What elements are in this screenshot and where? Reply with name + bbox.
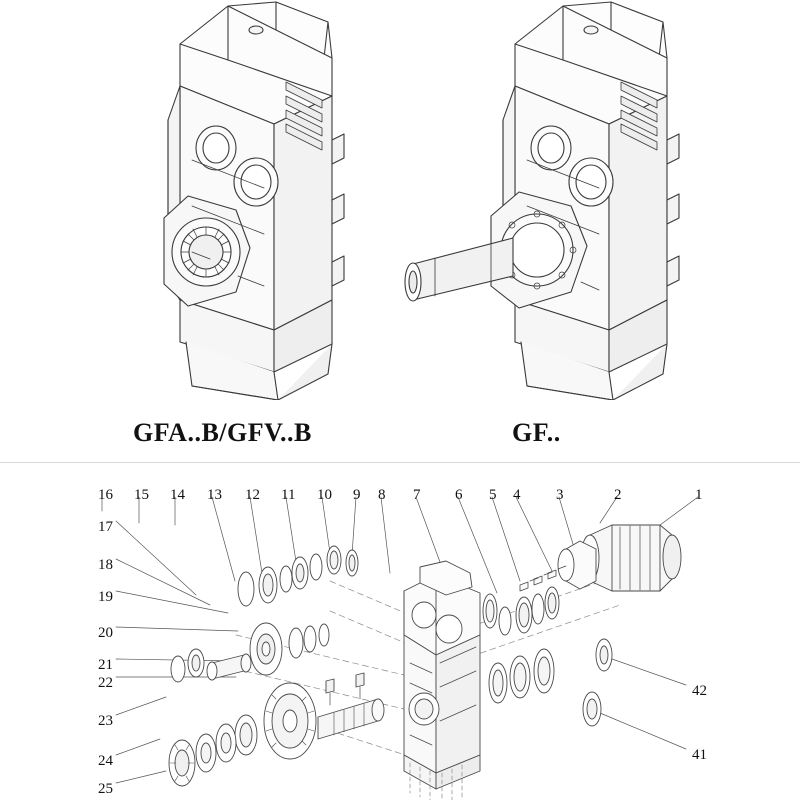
callout-23: 23 (98, 713, 113, 729)
callout-9: 9 (353, 487, 361, 503)
callout-8: 8 (378, 487, 386, 503)
callout-16: 16 (98, 487, 113, 503)
caption-right: GF.. (512, 418, 561, 447)
gearbox-outline-left-svg (60, 0, 420, 400)
gearbox-view-right (395, 0, 755, 462)
callout-7: 7 (413, 487, 421, 503)
callout-2: 2 (614, 487, 622, 503)
callout-13: 13 (207, 487, 222, 503)
callout-10: 10 (317, 487, 332, 503)
callout-12: 12 (245, 487, 260, 503)
callout-6: 6 (455, 487, 463, 503)
callout-17: 17 (98, 519, 113, 535)
callout-3: 3 (556, 487, 564, 503)
callout-21: 21 (98, 657, 113, 673)
callout-11: 11 (281, 487, 296, 503)
callout-15: 15 (134, 487, 149, 503)
callout-14: 14 (170, 487, 185, 503)
callout-42: 42 (692, 683, 707, 699)
caption-left: GFA..B/GFV..B (133, 418, 312, 447)
callout-18: 18 (98, 557, 113, 573)
callout-19: 19 (98, 589, 113, 605)
gearbox-view-left (60, 0, 420, 462)
exploded-view-section (0, 463, 800, 800)
gearbox-outline-right-svg (395, 0, 755, 400)
callout-22: 22 (98, 675, 113, 691)
callout-24: 24 (98, 753, 113, 769)
callout-25: 25 (98, 781, 113, 797)
callout-41: 41 (692, 747, 707, 763)
callout-1: 1 (695, 487, 703, 503)
callout-4: 4 (513, 487, 521, 503)
exploded-diagram-svg (0, 463, 800, 800)
callout-20: 20 (98, 625, 113, 641)
callout-5: 5 (489, 487, 497, 503)
